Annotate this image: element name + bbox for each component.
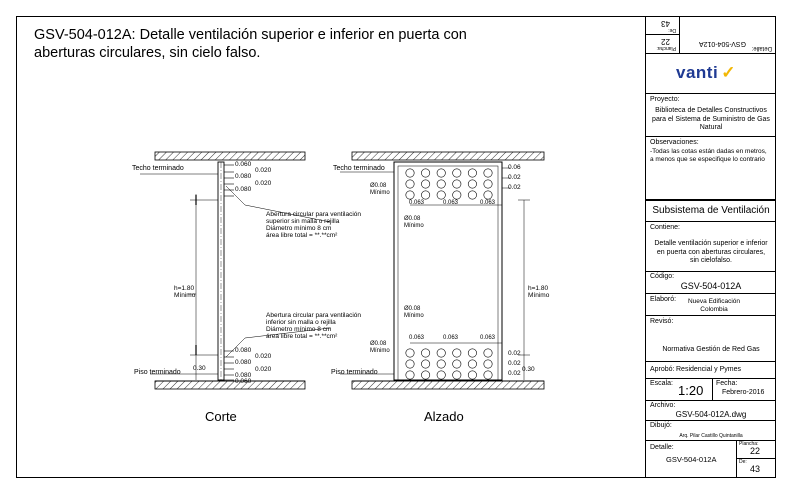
alzado-h-label: h=1.80 [528, 285, 549, 292]
logo-text: vanti [676, 63, 719, 82]
alzado-diam-4 [370, 341, 390, 354]
vent-hole [437, 349, 445, 357]
observaciones-cell [646, 137, 776, 200]
vent-hole [468, 349, 476, 357]
corte-dims-bottom [235, 348, 271, 385]
vent-hole [421, 191, 429, 199]
escala-cell [646, 379, 776, 401]
title-block [645, 16, 776, 478]
corte-floor-gap: 0.30 [193, 365, 206, 372]
dim: 0.02 [508, 360, 521, 367]
detalle-value: GSV-504-012A [666, 455, 717, 464]
diam: Ø0.08 [370, 341, 387, 347]
aprobo-value: Residencial y Pymes [676, 366, 741, 373]
note-line: Abertura circular para ventilación [266, 211, 362, 218]
alzado-diam-1 [370, 183, 390, 196]
note-line: inferior sin malla o rejilla [266, 319, 336, 326]
vent-hole [468, 360, 476, 368]
alzado-minimo-label: Mínimo [528, 292, 550, 299]
subsistema-value: Subsistema de Ventilación [652, 205, 770, 216]
vent-hole [468, 180, 476, 188]
vent-hole [453, 360, 461, 368]
vent-hole [437, 360, 445, 368]
vent-hole [437, 191, 445, 199]
alzado-bottom-vent-holes [406, 349, 492, 379]
dim: 0.080 [235, 359, 252, 367]
alzado-spacing-bot-1: 0.063 [409, 335, 425, 341]
vent-hole [421, 360, 429, 368]
elaboro-label: Elaboró: [650, 296, 677, 303]
minimo: Mínimo [404, 312, 424, 319]
vent-hole [484, 349, 492, 357]
dim: 0.020 [255, 179, 272, 187]
dim: 0.080 [235, 185, 252, 193]
aprobo-label: Aprobó: [650, 366, 675, 373]
alzado-floor-gap: 0.30 [522, 366, 535, 373]
note-line: Diámetro mínimo 8 cm [266, 326, 332, 333]
corte-techo-label: Techo terminado [132, 165, 184, 172]
mirrored-plancha-label: Plancha: [656, 45, 676, 51]
alzado-floor-slab [352, 381, 544, 389]
alzado-spacing-top-2: 0.063 [443, 200, 459, 206]
vanti-logo [676, 63, 736, 83]
mirrored-total: 43 [661, 19, 670, 28]
vent-hole [421, 180, 429, 188]
dim: 0.080 [235, 347, 252, 354]
subsistema-cell [646, 200, 776, 222]
alzado-door [394, 162, 502, 380]
vent-hole [421, 169, 429, 177]
dibujo-label: Dibujó: [650, 422, 672, 429]
alzado-top-vent-holes [406, 169, 492, 199]
vent-hole [453, 349, 461, 357]
note-line: Abertura circular para ventilación [266, 312, 362, 319]
vent-hole [406, 169, 414, 177]
mirrored-num: 22 [661, 37, 670, 46]
codigo-value: GSV-504-012A [680, 281, 742, 291]
escala-label: Escala: [650, 380, 673, 387]
mirrored-de-label: De: [668, 27, 676, 33]
vent-hole [468, 371, 476, 379]
alzado-ceiling-slab [352, 152, 544, 160]
aprobo-cell [646, 362, 776, 379]
mirrored-header [646, 16, 776, 54]
codigo-label: Código: [650, 273, 675, 280]
plancha-label: Plancha: [739, 441, 759, 447]
dim: 0.02 [508, 370, 521, 377]
corte-view-title: Corte [205, 409, 237, 424]
vent-hole [453, 180, 461, 188]
alzado-view-title: Alzado [424, 409, 464, 424]
elaboro-value: Nueva Edificación Colombia [687, 298, 741, 313]
alzado-spacing-bot-3: 0.063 [480, 335, 496, 341]
obs-value: -Todas las cotas están dadas en metros, a menos que se especifique lo contrario [650, 148, 767, 163]
reviso-value: Normativa Gestión de Red Gas [662, 346, 760, 353]
proyecto-value: Biblioteca de Detalles Constructivos para el Sistema de Suministro de Gas Natural [652, 107, 770, 131]
alzado-spacing-top-3: 0.063 [480, 200, 496, 206]
vent-hole [421, 371, 429, 379]
alzado-piso-label: Piso terminado [331, 369, 378, 376]
drawing-title: GSV-504-012A: Detalle ventilación superior e inferior en puerta con aberturas circulares, sin cielo falso. [34, 27, 467, 61]
dim: 0.02 [508, 350, 521, 357]
elaboro-cell [646, 294, 776, 316]
alzado-diam-3 [404, 306, 424, 319]
archivo-cell [646, 401, 776, 421]
vent-hole [484, 191, 492, 199]
note-line: Diámetro mínimo 8 cm [266, 225, 332, 232]
dim: 0.02 [508, 184, 521, 191]
vent-hole [437, 169, 445, 177]
vent-hole [484, 360, 492, 368]
check-icon: ✓ [721, 63, 736, 82]
vent-hole [437, 180, 445, 188]
alzado-diam-2 [404, 216, 424, 229]
fecha-value: Febrero-2016 [722, 389, 765, 396]
vent-hole [484, 180, 492, 188]
minimo: Mínimo [370, 189, 390, 196]
vent-hole [406, 371, 414, 379]
dim: 0.020 [255, 365, 272, 373]
corte-dims-top [235, 162, 271, 193]
dim: 0.080 [235, 371, 252, 379]
note-line: área libre total = **.**cm² [266, 333, 338, 340]
reviso-cell [646, 316, 776, 362]
minimo: Mínimo [404, 222, 424, 229]
vent-hole [468, 191, 476, 199]
fecha-label: Fecha: [716, 380, 738, 387]
detalle-label: Detalle: [650, 444, 674, 451]
corte-piso-label: Piso terminado [134, 369, 181, 376]
mirrored-code: GSV-504-012A [698, 40, 746, 47]
vent-hole [406, 191, 414, 199]
minimo: Mínimo [370, 347, 390, 354]
proyecto-label: Proyecto: [650, 96, 680, 103]
corte-floor-slab [155, 378, 305, 389]
vent-hole [484, 169, 492, 177]
archivo-label: Archivo: [650, 402, 676, 409]
escala-value: 1:20 [678, 383, 704, 398]
alzado-spacing-top-1: 0.063 [409, 200, 425, 206]
dibujo-value: Arq. Pilar Castillo Quintanilla [679, 433, 743, 439]
vent-hole [406, 360, 414, 368]
vent-hole [437, 371, 445, 379]
mirrored-detalle-label: Detalle: [751, 45, 772, 51]
reviso-label: Revisó: [650, 318, 674, 325]
dibujo-cell [646, 421, 776, 441]
contiene-value: Detalle ventilación superior e inferior en puerta con aberturas circulares, sin cielofalso. [654, 240, 768, 264]
alzado-techo-label: Techo terminado [333, 165, 385, 172]
vent-hole [453, 191, 461, 199]
diam: Ø0.08 [370, 183, 387, 189]
mirrored-header-inner [646, 16, 776, 53]
de-value: 43 [750, 464, 761, 474]
dim: 0.020 [255, 167, 272, 175]
corte-minimo-label: Mínimo [174, 292, 196, 299]
corte-door-section [218, 162, 224, 380]
dim: 0.060 [235, 378, 252, 386]
alzado-spacing-bot-2: 0.063 [443, 335, 459, 341]
vent-hole [421, 349, 429, 357]
archivo-value: GSV-504-012A.dwg [675, 410, 747, 419]
plancha-value: 22 [750, 446, 761, 456]
codigo-cell [646, 272, 776, 294]
alzado-dims-right-bottom [508, 349, 521, 379]
dim: 0.06 [508, 164, 521, 171]
vent-hole [468, 169, 476, 177]
dim: 0.020 [255, 353, 272, 361]
note-line: superior sin malla o rejilla [266, 218, 340, 225]
corte-h-label: h=1.80 [174, 285, 195, 292]
dim: 0.080 [235, 173, 252, 181]
vent-hole [406, 180, 414, 188]
diam: Ø0.08 [404, 216, 421, 222]
dim: 0.060 [235, 161, 252, 168]
de-label: De: [739, 459, 747, 465]
note-line: área libre total = **.**cm² [266, 232, 338, 239]
vent-hole [453, 169, 461, 177]
obs-label: Observaciones: [650, 139, 699, 146]
vent-hole [484, 371, 492, 379]
dim: 0.02 [508, 174, 521, 181]
alzado-dims-right-top [508, 163, 521, 193]
contiene-cell [646, 222, 776, 272]
vent-hole [406, 349, 414, 357]
corte-note-superior [266, 211, 361, 239]
contiene-label: Contiene: [650, 224, 680, 231]
corte-ceiling-slab [155, 152, 305, 160]
proyecto-cell [646, 94, 776, 137]
logo-cell [646, 54, 776, 94]
detalle-cell [646, 441, 776, 478]
corte-note-inferior [266, 312, 361, 340]
diam: Ø0.08 [404, 306, 421, 312]
vent-hole [453, 371, 461, 379]
